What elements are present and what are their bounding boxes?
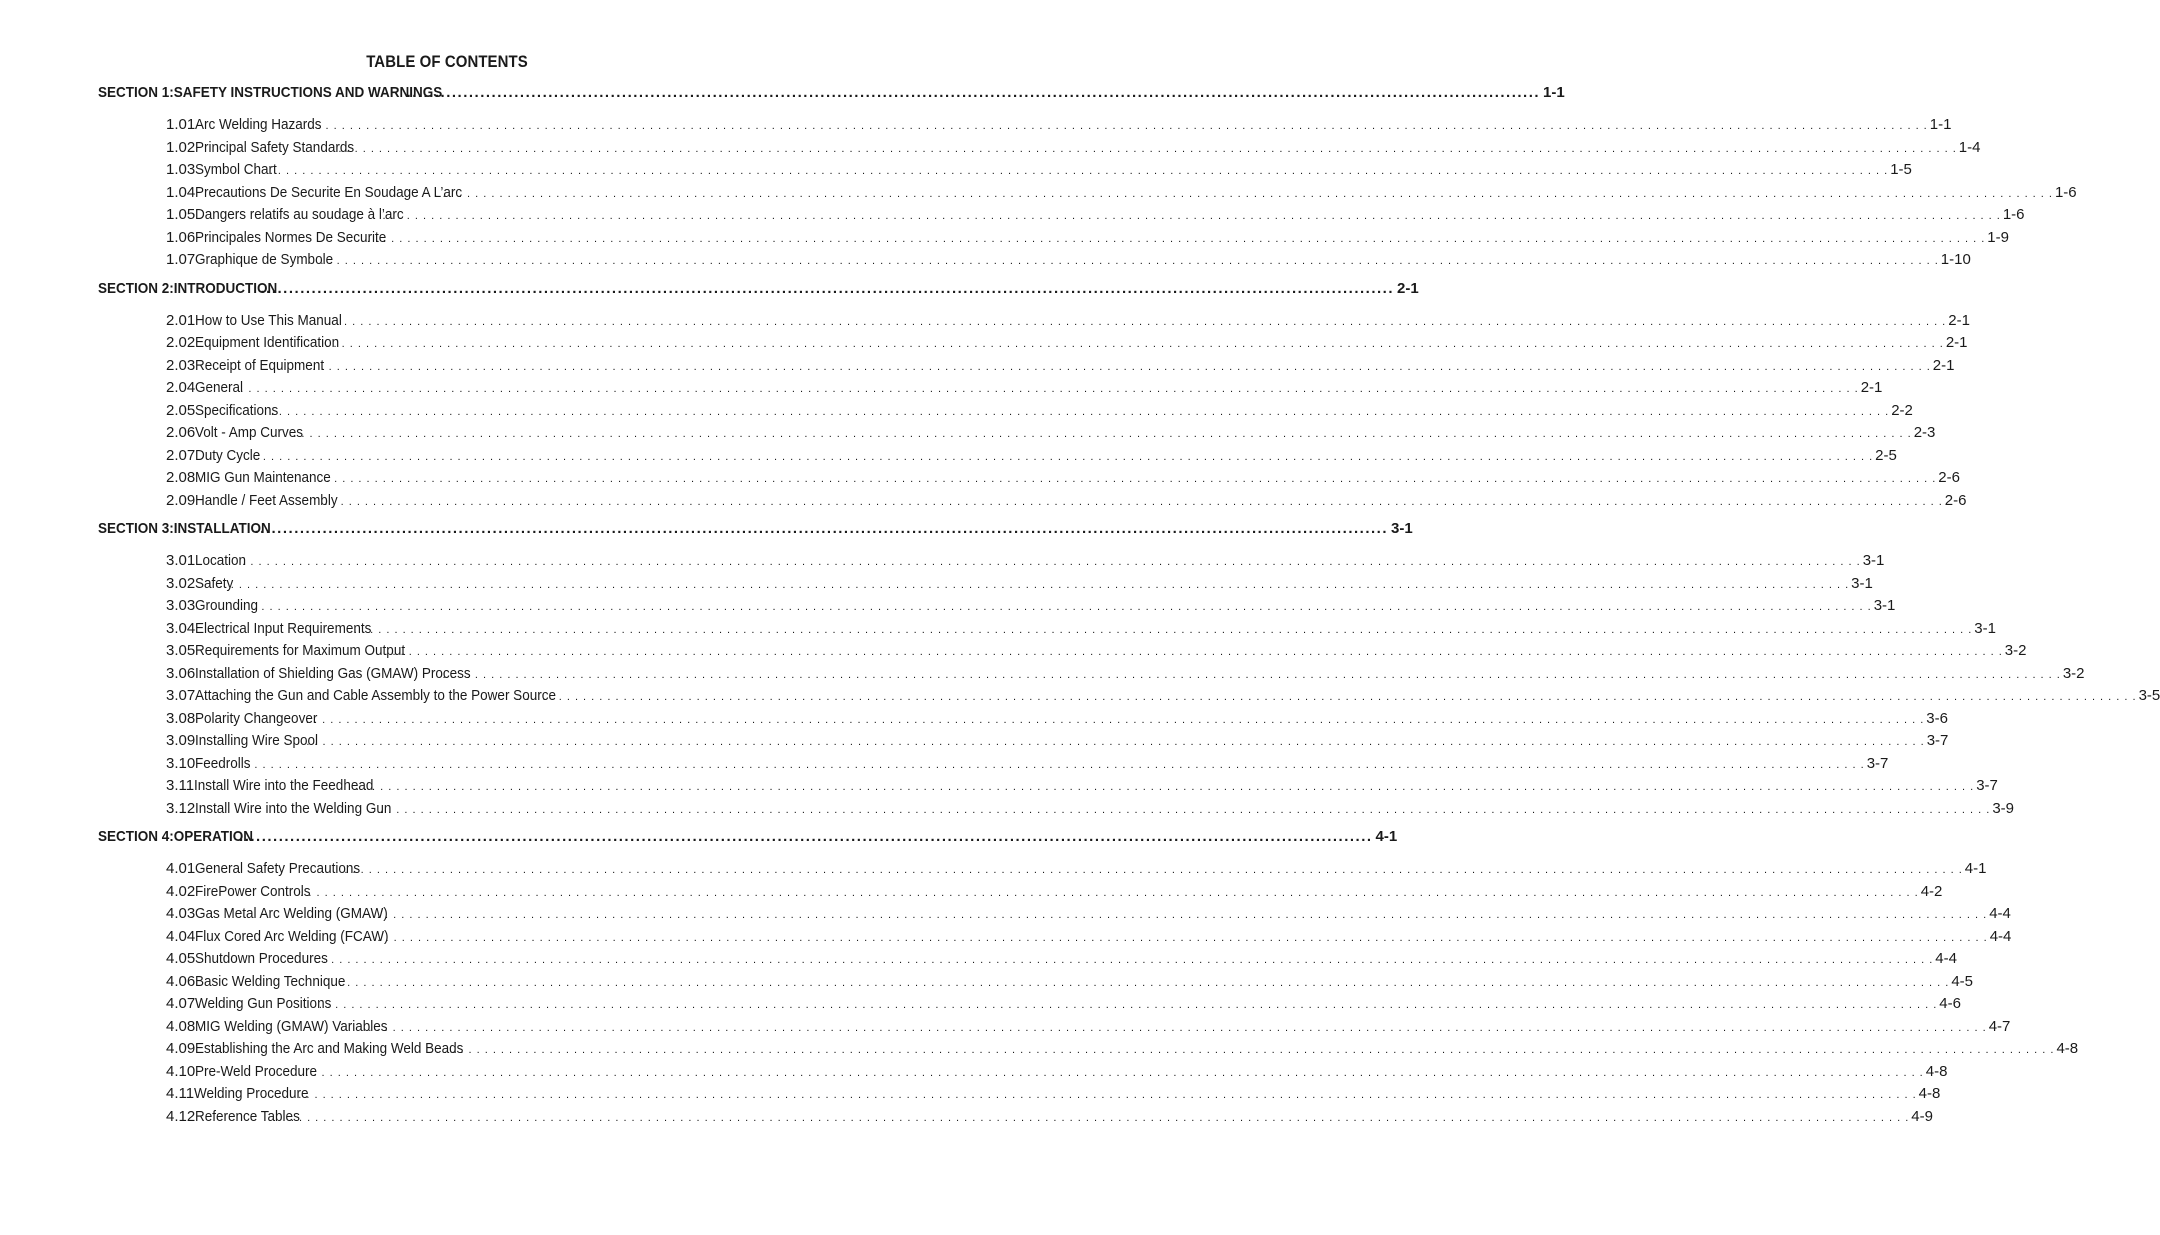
toc-entry[interactable] [98, 754, 1889, 778]
toc-entry[interactable] [98, 687, 2160, 710]
entry-title: Electrical Input Requirements [195, 619, 372, 637]
toc-entry[interactable] [98, 664, 2085, 688]
toc-section [98, 279, 1970, 515]
dot-leader: . . . . . . . . . . . . . . . . . . . . . . . . . . . . . . . . . . . . . . . . . . . . . . . . . . . . . . . . . . . . . . . . . . . . . . . . . . . . . . . . . . . . . . . . . . . . . . . . . . . . . . . . . . . . . . . . . . . . . . . . . . . . . . . . . . . . . . . . . . . . . . . . . . . . . . . . . . . . . . . . . . . . . . . . . . . . . . . . . . . . . . . . . . . . . . . . . . . . . . . . [442, 668, 2061, 681]
entry-number: 1.07 [166, 251, 196, 268]
entry-number: 2.09 [166, 491, 196, 509]
entry-title: Flux Cored Arc Welding (FCAW) [195, 927, 389, 945]
dot-leader: ........................................................................................................................................................................................................ [406, 84, 1541, 101]
dot-leader: . . . . . . . . . . . . . . . . . . . . . . . . . . . . . . . . . . . . . . . . . . . . . . . . . . . . . . . . . . . . . . . . . . . . . . . . . . . . . . . . . . . . . . . . . . . . . . . . . . . . . . . . . . . . . . . . . . . . . . . . . . . . . . . . . . . . . . . . . . . . . . . . . . . . . . . . . . . . . . . . . . . . . . . . . . . . . . . . . . . . . . . . . . . . . . . . . . . . . . . . [306, 736, 1925, 748]
dot-leader: . . . . . . . . . . . . . . . . . . . . . . . . . . . . . . . . . . . . . . . . . . . . . . . . . . . . . . . . . . . . . . . . . . . . . . . . . . . . . . . . . . . . . . . . . . . . . . . . . . . . . . . . . . . . . . . . . . . . . . . . . . . . . . . . . . . . . . . . . . . . . . . . . . . . . . . . . . . . . . . . . . . . . . . . . . . . . . . . . . . . . . . . . . . . . . . . . . . . . . . . [300, 886, 1919, 899]
entry-page-number: 2-1 [1945, 334, 1968, 351]
entry-page-number: 3-5 [2138, 687, 2160, 704]
dot-leader: . . . . . . . . . . . . . . . . . . . . . . . . . . . . . . . . . . . . . . . . . . . . . . . . . . . . . . . . . . . . . . . . . . . . . . . . . . . . . . . . . . . . . . . . . . . . . . . . . . . . . . . . . . . . . . . . . . . . . . . . . . . . . . . . . . . . . . . . . . . . . . . . . . . . . . . . . . . . . . . . . . . . . . . . . . . . . . . . . . . . . . . . . . . . . . . . . . . . . . . . [305, 1066, 1924, 1079]
entry-number: 4.07 [166, 995, 196, 1012]
entry-title: Requirements for Maximum Output [195, 642, 406, 659]
dot-leader: . . . . . . . . . . . . . . . . . . . . . . . . . . . . . . . . . . . . . . . . . . . . . . . . . . . . . . . . . . . . . . . . . . . . . . . . . . . . . . . . . . . . . . . . . . . . . . . . . . . . . . . . . . . . . . . . . . . . . . . . . . . . . . . . . . . . . . . . . . . . . . . . . . . . . . . . . . . . . . . . . . . . . . . . . . . . . . . . . . . . . . . . . . . . . . . . . . . . . . . . [317, 473, 1937, 485]
toc-entry[interactable] [98, 228, 2009, 252]
entry-title: Welding Gun Positions [195, 995, 332, 1012]
entry-title: General Safety Precautions [195, 860, 361, 877]
toc-entry[interactable] [98, 1085, 1941, 1108]
toc-entry[interactable] [98, 732, 1949, 755]
entry-page-number: 4-4 [1935, 950, 1957, 967]
entry-number: 4.11 [166, 1085, 195, 1102]
entry-title: Equipment Identification [195, 334, 340, 351]
toc-entry[interactable] [98, 574, 1873, 598]
entry-title: Graphique de Symbole [195, 251, 334, 268]
dot-leader: . . . . . . . . . . . . . . . . . . . . . . . . . . . . . . . . . . . . . . . . . . . . . . . . . . . . . . . . . . . . . . . . . . . . . . . . . . . . . . . . . . . . . . . . . . . . . . . . . . . . . . . . . . . . . . . . . . . . . . . . . . . . . . . . . . . . . . . . . . . . . . . . . . . . . . . . . . . . . . . . . . . . . . . . . . . . . . . . . . . . . . . . . . . . . . . . . . . . . . . . [327, 315, 1947, 328]
toc-entry[interactable] [98, 424, 1936, 447]
dot-leader: . . . . . . . . . . . . . . . . . . . . . . . . . . . . . . . . . . . . . . . . . . . . . . . . . . . . . . . . . . . . . . . . . . . . . . . . . . . . . . . . . . . . . . . . . . . . . . . . . . . . . . . . . . . . . . . . . . . . . . . . . . . . . . . . . . . . . . . . . . . . . . . . . . . . . . . . . . . . . . . . . . . . . . . . . . . . . . . . . . . . . . . . . . . . . . . . . . . . . . . . [293, 428, 1912, 440]
toc-entry[interactable] [98, 116, 1952, 139]
entry-number: 2.01 [166, 311, 196, 329]
toc-entry[interactable] [98, 552, 1885, 575]
dot-leader: . . . . . . . . . . . . . . . . . . . . . . . . . . . . . . . . . . . . . . . . . . . . . . . . . . . . . . . . . . . . . . . . . . . . . . . . . . . . . . . . . . . . . . . . . . . . . . . . . . . . . . . . . . . . . . . . . . . . . . . . . . . . . . . . . . . . . . . . . . . . . . . . . . . . . . . . . . . . . . . . . . . . . . . . . . . . . . . . . . . . . . . . . . . . . . . . . . . . . . . . [254, 450, 1874, 463]
entry-title: Grounding [195, 597, 259, 614]
toc-entry[interactable] [98, 161, 1912, 184]
entry-title: Dangers relatifs au soudage à l’arc [195, 206, 404, 223]
toc-entry[interactable] [98, 401, 1913, 425]
dot-leader: . . . . . . . . . . . . . . . . . . . . . . . . . . . . . . . . . . . . . . . . . . . . . . . . . . . . . . . . . . . . . . . . . . . . . . . . . . . . . . . . . . . . . . . . . . . . . . . . . . . . . . . . . . . . . . . . . . . . . . . . . . . . . . . . . . . . . . . . . . . . . . . . . . . . . . . . . . . . . . . . . . . . . . . . . . . . . . . . . . . . . . . . . . . . . . . . . . . . . . . . [338, 142, 1957, 155]
entry-number: 4.03 [166, 905, 196, 922]
entry-page-number: 3-9 [1992, 799, 2014, 817]
entry-number: 3.07 [166, 687, 196, 704]
entry-page-number: 4-4 [1989, 905, 2011, 922]
toc-entry[interactable] [98, 597, 1896, 620]
toc-entry[interactable] [98, 446, 1897, 470]
entry-number: 3.12 [166, 799, 196, 817]
entry-title: Receipt of Equipment [195, 356, 325, 374]
entry-number: 2.02 [166, 334, 196, 351]
entry-title: Volt - Amp Curves [195, 424, 304, 441]
entry-title: Precautions De Securite En Soudage A L’arc [195, 183, 463, 201]
entry-page-number: 2-6 [1944, 491, 1967, 509]
entry-number: 3.01 [166, 552, 196, 569]
toc-entry[interactable] [98, 379, 1883, 402]
entry-title: Principales Normes De Securite [195, 228, 387, 246]
section-entries [98, 311, 1970, 515]
section-heading[interactable] [98, 84, 1565, 108]
toc-entry[interactable] [98, 882, 1943, 906]
section-page-number: 3-1 [1391, 520, 1413, 537]
entry-number: 3.05 [166, 642, 196, 659]
toc-entry[interactable] [98, 860, 1987, 883]
entry-page-number: 2-1 [1932, 356, 1955, 374]
entry-page-number: 2-6 [1938, 469, 1960, 486]
section-page-number: 1-1 [1543, 84, 1565, 101]
entry-number: 4.10 [166, 1062, 196, 1080]
entry-number: 3.03 [166, 597, 196, 614]
entry-page-number: 4-2 [1920, 882, 1943, 900]
toc-entry[interactable] [98, 950, 1957, 973]
entry-number: 3.11 [166, 777, 195, 794]
entry-page-number: 4-8 [2056, 1040, 2079, 1057]
dot-leader: . . . . . . . . . . . . . . . . . . . . . . . . . . . . . . . . . . . . . . . . . . . . . . . . . . . . . . . . . . . . . . . . . . . . . . . . . . . . . . . . . . . . . . . . . . . . . . . . . . . . . . . . . . . . . . . . . . . . . . . . . . . . . . . . . . . . . . . . . . . . . . . . . . . . . . . . . . . . . . . . . . . . . . . . . . . . . . . . . . . . . . . . . . . . . . . . . . . . . . . . [246, 758, 1865, 771]
entry-page-number: 4-9 [1911, 1107, 1933, 1125]
entry-title: Symbol Chart [195, 161, 277, 178]
entry-number: 2.05 [166, 401, 196, 419]
section-title: SECTION 3:INSTALLATION [98, 520, 271, 537]
entry-page-number: 3-1 [1851, 574, 1873, 592]
dot-leader: . . . . . . . . . . . . . . . . . . . . . . . . . . . . . . . . . . . . . . . . . . . . . . . . . . . . . . . . . . . . . . . . . . . . . . . . . . . . . . . . . . . . . . . . . . . . . . . . . . . . . . . . . . . . . . . . . . . . . . . . . . . . . . . . . . . . . . . . . . . . . . . . . . . . . . . . . . . . . . . . . . . . . . . . . . . . . . . . . . . . . . . . . . . . . . . . . . . . . . . . [434, 187, 2053, 200]
entry-page-number: 1-1 [1929, 116, 1952, 133]
dot-leader: . . . . . . . . . . . . . . . . . . . . . . . . . . . . . . . . . . . . . . . . . . . . . . . . . . . . . . . . . . . . . . . . . . . . . . . . . . . . . . . . . . . . . . . . . . . . . . . . . . . . . . . . . . . . . . . . . . . . . . . . . . . . . . . . . . . . . . . . . . . . . . . . . . . . . . . . . . . . . . . . . . . . . . . . . . . . . . . . . . . . . . . . . . . . . . . . . . . . . . . . [314, 954, 1934, 966]
entry-title: Install Wire into the Welding Gun [195, 799, 392, 817]
entry-page-number: 1-10 [1940, 251, 1971, 268]
entry-title: Duty Cycle [195, 446, 261, 464]
toc-entry[interactable] [98, 619, 1996, 643]
toc-entry[interactable] [98, 709, 1948, 733]
toc-section [98, 84, 2077, 274]
dot-leader: . . . . . . . . . . . . . . . . . . . . . . . . . . . . . . . . . . . . . . . . . . . . . . . . . . . . . . . . . . . . . . . . . . . . . . . . . . . . . . . . . . . . . . . . . . . . . . . . . . . . . . . . . . . . . . . . . . . . . . . . . . . . . . . . . . . . . . . . . . . . . . . . . . . . . . . . . . . . . . . . . . . . . . . . . . . . . . . . . . . . . . . . . . . . . . . . . . . . . . . . [353, 623, 1973, 636]
entry-title: Principal Safety Standards [195, 138, 355, 156]
entry-number: 3.09 [166, 732, 196, 749]
entry-number: 4.08 [166, 1017, 196, 1035]
entry-title: MIG Gun Maintenance [195, 469, 332, 486]
toc-entry[interactable] [98, 777, 1998, 800]
entry-number: 4.05 [166, 950, 196, 967]
entry-page-number: 4-8 [1925, 1062, 1948, 1080]
entry-title: Establishing the Arc and Making Weld Beads [195, 1040, 464, 1057]
entry-number: 1.04 [166, 183, 196, 201]
entry-page-number: 2-1 [1860, 379, 1883, 396]
entry-title: Reference Tables [195, 1107, 301, 1125]
dot-leader: . . . . . . . . . . . . . . . . . . . . . . . . . . . . . . . . . . . . . . . . . . . . . . . . . . . . . . . . . . . . . . . . . . . . . . . . . . . . . . . . . . . . . . . . . . . . . . . . . . . . . . . . . . . . . . . . . . . . . . . . . . . . . . . . . . . . . . . . . . . . . . . . . . . . . . . . . . . . . . . . . . . . . . . . . . . . . . . . . . . . . . . . . . . . . . . . . . . . . . . . [320, 255, 1939, 267]
toc-entry[interactable] [98, 183, 2077, 207]
entry-title: FirePower Controls [195, 882, 311, 900]
entry-title: MIG Welding (GMAW) Variables [195, 1017, 388, 1035]
dot-leader: . . . . . . . . . . . . . . . . . . . . . . . . . . . . . . . . . . . . . . . . . . . . . . . . . . . . . . . . . . . . . . . . . . . . . . . . . . . . . . . . . . . . . . . . . . . . . . . . . . . . . . . . . . . . . . . . . . . . . . . . . . . . . . . . . . . . . . . . . . . . . . . . . . . . . . . . . . . . . . . . . . . . . . . . . . . . . . . . . . . . . . . . . . . . . . . . . . . . . . . . [270, 405, 1890, 418]
entry-page-number: 1-5 [1890, 161, 1912, 178]
entry-page-number: 3-2 [2062, 664, 2085, 682]
toc-entry[interactable] [98, 1040, 2079, 1063]
toc-section [98, 828, 2079, 1130]
entry-title: Handle / Feet Assembly [195, 491, 338, 509]
entry-number: 2.03 [166, 356, 196, 374]
entry-title: Gas Metal Arc Welding (GMAW) [195, 905, 388, 922]
dot-leader: . . . . . . . . . . . . . . . . . . . . . . . . . . . . . . . . . . . . . . . . . . . . . . . . . . . . . . . . . . . . . . . . . . . . . . . . . . . . . . . . . . . . . . . . . . . . . . . . . . . . . . . . . . . . . . . . . . . . . . . . . . . . . . . . . . . . . . . . . . . . . . . . . . . . . . . . . . . . . . . . . . . . . . . . . . . . . . . . . . . . . . . . . . . . . . . . . . . . . . . . [382, 210, 2001, 222]
toc-section [98, 520, 2160, 822]
toc-title: TABLE OF CONTENTS [366, 52, 528, 71]
entry-page-number: 3-6 [1926, 709, 1948, 727]
entry-number: 3.08 [166, 709, 196, 727]
dot-leader: . . . . . . . . . . . . . . . . . . . . . . . . . . . . . . . . . . . . . . . . . . . . . . . . . . . . . . . . . . . . . . . . . . . . . . . . . . . . . . . . . . . . . . . . . . . . . . . . . . . . . . . . . . . . . . . . . . . . . . . . . . . . . . . . . . . . . . . . . . . . . . . . . . . . . . . . . . . . . . . . . . . . . . . . . . . . . . . . . . . . . . . . . . . . . . . . . . . . . . . . [344, 864, 1963, 876]
dot-leader: . . . . . . . . . . . . . . . . . . . . . . . . . . . . . . . . . . . . . . . . . . . . . . . . . . . . . . . . . . . . . . . . . . . . . . . . . . . . . . . . . . . . . . . . . . . . . . . . . . . . . . . . . . . . . . . . . . . . . . . . . . . . . . . . . . . . . . . . . . . . . . . . . . . . . . . . . . . . . . . . . . . . . . . . . . . . . . . . . . . . . . . . . . . . . . . . . . . . . . . . [318, 999, 1938, 1011]
toc-entry[interactable] [98, 799, 2014, 823]
toc-entry[interactable] [98, 334, 1968, 357]
entry-page-number: 1-6 [2054, 183, 2077, 201]
toc-entry[interactable] [98, 311, 1970, 335]
section-entries [98, 860, 2079, 1130]
dot-leader: . . . . . . . . . . . . . . . . . . . . . . . . . . . . . . . . . . . . . . . . . . . . . . . . . . . . . . . . . . . . . . . . . . . . . . . . . . . . . . . . . . . . . . . . . . . . . . . . . . . . . . . . . . . . . . . . . . . . . . . . . . . . . . . . . . . . . . . . . . . . . . . . . . . . . . . . . . . . . . . . . . . . . . . . . . . . . . . . . . . . . . . . . . . . . . . . . . . . . . . . [269, 165, 1889, 177]
entry-title: Arc Welding Hazards [195, 116, 322, 133]
dot-leader: . . . . . . . . . . . . . . . . . . . . . . . . . . . . . . . . . . . . . . . . . . . . . . . . . . . . . . . . . . . . . . . . . . . . . . . . . . . . . . . . . . . . . . . . . . . . . . . . . . . . . . . . . . . . . . . . . . . . . . . . . . . . . . . . . . . . . . . . . . . . . . . . . . . . . . . . . . . . . . . . . . . . . . . . . . . . . . . . . . . . . . . . . . . . . . . . . . . . . . . . [290, 1111, 1910, 1124]
entry-page-number: 3-1 [1974, 619, 1996, 637]
entry-number: 3.02 [166, 574, 196, 592]
entry-title: Basic Welding Technique [195, 972, 346, 990]
dot-leader: . . . . . . . . . . . . . . . . . . . . . . . . . . . . . . . . . . . . . . . . . . . . . . . . . . . . . . . . . . . . . . . . . . . . . . . . . . . . . . . . . . . . . . . . . . . . . . . . . . . . . . . . . . . . . . . . . . . . . . . . . . . . . . . . . . . . . . . . . . . . . . . . . . . . . . . . . . . . . . . . . . . . . . . . . . . . . . . . . . . . . . . . . . . . . . . . . . . . . . . . [230, 578, 1850, 591]
toc-entry[interactable] [98, 642, 2027, 665]
entry-title: Attaching the Gun and Cable Assembly to the Power Source [195, 687, 557, 704]
entry-page-number: 2-3 [1913, 424, 1936, 441]
toc-entry[interactable] [98, 1107, 1933, 1131]
section-heading[interactable] [98, 279, 1419, 304]
dot-leader: . . . . . . . . . . . . . . . . . . . . . . . . . . . . . . . . . . . . . . . . . . . . . . . . . . . . . . . . . . . . . . . . . . . . . . . . . . . . . . . . . . . . . . . . . . . . . . . . . . . . . . . . . . . . . . . . . . . . . . . . . . . . . . . . . . . . . . . . . . . . . . . . . . . . . . . . . . . . . . . . . . . . . . . . . . . . . . . . . . . . . . . . . . . . . . . . . . . . . . . . [518, 691, 2137, 703]
toc-entry[interactable] [98, 206, 2025, 229]
section-entries [98, 116, 2077, 274]
entry-number: 1.01 [166, 116, 196, 133]
section-page-number: 2-1 [1397, 279, 1419, 297]
dot-leader: . . . . . . . . . . . . . . . . . . . . . . . . . . . . . . . . . . . . . . . . . . . . . . . . . . . . . . . . . . . . . . . . . . . . . . . . . . . . . . . . . . . . . . . . . . . . . . . . . . . . . . . . . . . . . . . . . . . . . . . . . . . . . . . . . . . . . . . . . . . . . . . . . . . . . . . . . . . . . . . . . . . . . . . . . . . . . . . . . . . . . . . . . . . . . . . . . . . . . . . . [298, 1089, 1917, 1101]
dot-leader: . . . . . . . . . . . . . . . . . . . . . . . . . . . . . . . . . . . . . . . . . . . . . . . . . . . . . . . . . . . . . . . . . . . . . . . . . . . . . . . . . . . . . . . . . . . . . . . . . . . . . . . . . . . . . . . . . . . . . . . . . . . . . . . . . . . . . . . . . . . . . . . . . . . . . . . . . . . . . . . . . . . . . . . . . . . . . . . . . . . . . . . . . . . . . . . . . . . . . . . . [355, 781, 1975, 793]
entry-number: 1.06 [166, 228, 196, 246]
entry-number: 2.06 [166, 424, 196, 441]
entry-page-number: 1-9 [1987, 228, 2009, 246]
section-title: SECTION 2:INTRODUCTION [98, 279, 278, 297]
entry-page-number: 2-2 [1891, 401, 1913, 419]
entry-title: Safety [195, 574, 234, 592]
toc-entry[interactable] [98, 905, 2011, 928]
table-of-contents [98, 84, 2160, 1136]
entry-number: 3.04 [166, 619, 196, 637]
entry-page-number: 3-1 [1862, 552, 1885, 569]
entry-number: 2.07 [166, 446, 196, 464]
dot-leader: . . . . . . . . . . . . . . . . . . . . . . . . . . . . . . . . . . . . . . . . . . . . . . . . . . . . . . . . . . . . . . . . . . . . . . . . . . . . . . . . . . . . . . . . . . . . . . . . . . . . . . . . . . . . . . . . . . . . . . . . . . . . . . . . . . . . . . . . . . . . . . . . . . . . . . . . . . . . . . . . . . . . . . . . . . . . . . . . . . . . . . . . . . . . . . . . . . . . . . . . [371, 803, 1991, 816]
entry-number: 4.09 [166, 1040, 196, 1057]
dot-leader: ........................................................................................................................................................................................................ [254, 520, 1389, 537]
dot-leader: . . . . . . . . . . . . . . . . . . . . . . . . . . . . . . . . . . . . . . . . . . . . . . . . . . . . . . . . . . . . . . . . . . . . . . . . . . . . . . . . . . . . . . . . . . . . . . . . . . . . . . . . . . . . . . . . . . . . . . . . . . . . . . . . . . . . . . . . . . . . . . . . . . . . . . . . . . . . . . . . . . . . . . . . . . . . . . . . . . . . . . . . . . . . . . . . . . . . . . . . [324, 495, 1943, 508]
entry-page-number: 2-5 [1875, 446, 1897, 464]
entry-title: Pre-Weld Procedure [195, 1062, 318, 1080]
entry-number: 3.10 [166, 754, 196, 772]
dot-leader: . . . . . . . . . . . . . . . . . . . . . . . . . . . . . . . . . . . . . . . . . . . . . . . . . . . . . . . . . . . . . . . . . . . . . . . . . . . . . . . . . . . . . . . . . . . . . . . . . . . . . . . . . . . . . . . . . . . . . . . . . . . . . . . . . . . . . . . . . . . . . . . . . . . . . . . . . . . . . . . . . . . . . . . . . . . . . . . . . . . . . . . . . . . . . . . . . . . . . . . . [253, 601, 1872, 613]
entry-title: Shutdown Procedures [195, 950, 329, 967]
entry-number: 4.06 [166, 972, 196, 990]
entry-number: 4.01 [166, 860, 196, 877]
toc-entry[interactable] [98, 251, 1971, 274]
toc-entry[interactable] [98, 469, 1960, 492]
entry-title: Installing Wire Spool [195, 732, 319, 749]
entry-number: 4.12 [166, 1107, 196, 1125]
dot-leader: . . . . . . . . . . . . . . . . . . . . . . . . . . . . . . . . . . . . . . . . . . . . . . . . . . . . . . . . . . . . . . . . . . . . . . . . . . . . . . . . . . . . . . . . . . . . . . . . . . . . . . . . . . . . . . . . . . . . . . . . . . . . . . . . . . . . . . . . . . . . . . . . . . . . . . . . . . . . . . . . . . . . . . . . . . . . . . . . . . . . . . . . . . . . . . . . . . . . . . . . [368, 909, 1988, 921]
entry-page-number: 4-1 [1964, 860, 1987, 877]
dot-leader: . . . . . . . . . . . . . . . . . . . . . . . . . . . . . . . . . . . . . . . . . . . . . . . . . . . . . . . . . . . . . . . . . . . . . . . . . . . . . . . . . . . . . . . . . . . . . . . . . . . . . . . . . . . . . . . . . . . . . . . . . . . . . . . . . . . . . . . . . . . . . . . . . . . . . . . . . . . . . . . . . . . . . . . . . . . . . . . . . . . . . . . . . . . . . . . . . . . . . . . . [436, 1044, 2055, 1056]
dot-leader: . . . . . . . . . . . . . . . . . . . . . . . . . . . . . . . . . . . . . . . . . . . . . . . . . . . . . . . . . . . . . . . . . . . . . . . . . . . . . . . . . . . . . . . . . . . . . . . . . . . . . . . . . . . . . . . . . . . . . . . . . . . . . . . . . . . . . . . . . . . . . . . . . . . . . . . . . . . . . . . . . . . . . . . . . . . . . . . . . . . . . . . . . . . . . . . . . . . . . . . . [312, 360, 1931, 373]
toc-entry[interactable] [98, 927, 2012, 951]
entry-page-number: 4-5 [1951, 972, 1973, 990]
dot-leader: ........................................................................................................................................................................................................ [260, 279, 1395, 297]
toc-entry[interactable] [98, 356, 1955, 380]
entry-page-number: 3-7 [1976, 777, 1998, 794]
entry-number: 1.05 [166, 206, 196, 223]
entry-number: 4.04 [166, 927, 196, 945]
dot-leader: . . . . . . . . . . . . . . . . . . . . . . . . . . . . . . . . . . . . . . . . . . . . . . . . . . . . . . . . . . . . . . . . . . . . . . . . . . . . . . . . . . . . . . . . . . . . . . . . . . . . . . . . . . . . . . . . . . . . . . . . . . . . . . . . . . . . . . . . . . . . . . . . . . . . . . . . . . . . . . . . . . . . . . . . . . . . . . . . . . . . . . . . . . . . . . . . . . . . . . . . [368, 1021, 1987, 1034]
entry-title: Install Wire into the Feedhead [194, 777, 374, 794]
dot-leader: . . . . . . . . . . . . . . . . . . . . . . . . . . . . . . . . . . . . . . . . . . . . . . . . . . . . . . . . . . . . . . . . . . . . . . . . . . . . . . . . . . . . . . . . . . . . . . . . . . . . . . . . . . . . . . . . . . . . . . . . . . . . . . . . . . . . . . . . . . . . . . . . . . . . . . . . . . . . . . . . . . . . . . . . . . . . . . . . . . . . . . . . . . . . . . . . . . . . . . . . [305, 713, 1925, 726]
entry-title: Specifications [195, 401, 279, 419]
entry-title: Installation of Shielding Gas (GMAW) Process [195, 664, 471, 682]
entry-page-number: 3-7 [1926, 732, 1949, 749]
entry-title: Polarity Changeover [195, 709, 318, 727]
entry-page-number: 4-8 [1918, 1085, 1941, 1102]
entry-title: Welding Procedure [194, 1085, 309, 1102]
dot-leader: . . . . . . . . . . . . . . . . . . . . . . . . . . . . . . . . . . . . . . . . . . . . . . . . . . . . . . . . . . . . . . . . . . . . . . . . . . . . . . . . . . . . . . . . . . . . . . . . . . . . . . . . . . . . . . . . . . . . . . . . . . . . . . . . . . . . . . . . . . . . . . . . . . . . . . . . . . . . . . . . . . . . . . . . . . . . . . . . . . . . . . . . . . . . . . . . . . . . . . . . [309, 120, 1928, 132]
dot-leader: . . . . . . . . . . . . . . . . . . . . . . . . . . . . . . . . . . . . . . . . . . . . . . . . . . . . . . . . . . . . . . . . . . . . . . . . . . . . . . . . . . . . . . . . . . . . . . . . . . . . . . . . . . . . . . . . . . . . . . . . . . . . . . . . . . . . . . . . . . . . . . . . . . . . . . . . . . . . . . . . . . . . . . . . . . . . . . . . . . . . . . . . . . . . . . . . . . . . . . . . [369, 931, 1988, 944]
entry-number: 4.02 [166, 882, 196, 900]
entry-page-number: 1-4 [1958, 138, 1981, 156]
entry-title: Location [195, 552, 247, 569]
entry-number: 1.03 [166, 161, 196, 178]
entry-page-number: 3-1 [1873, 597, 1896, 614]
entry-title: How to Use This Manual [195, 311, 343, 329]
toc-entry[interactable] [98, 995, 1961, 1018]
toc-entry[interactable] [98, 972, 1973, 996]
entry-page-number: 3-2 [2004, 642, 2027, 659]
entry-number: 2.04 [166, 379, 196, 396]
section-heading[interactable] [98, 828, 1398, 852]
dot-leader: . . . . . . . . . . . . . . . . . . . . . . . . . . . . . . . . . . . . . . . . . . . . . . . . . . . . . . . . . . . . . . . . . . . . . . . . . . . . . . . . . . . . . . . . . . . . . . . . . . . . . . . . . . . . . . . . . . . . . . . . . . . . . . . . . . . . . . . . . . . . . . . . . . . . . . . . . . . . . . . . . . . . . . . . . . . . . . . . . . . . . . . . . . . . . . . . . . . . . . . . [242, 556, 1861, 568]
toc-entry[interactable] [98, 491, 1967, 515]
dot-leader: . . . . . . . . . . . . . . . . . . . . . . . . . . . . . . . . . . . . . . . . . . . . . . . . . . . . . . . . . . . . . . . . . . . . . . . . . . . . . . . . . . . . . . . . . . . . . . . . . . . . . . . . . . . . . . . . . . . . . . . . . . . . . . . . . . . . . . . . . . . . . . . . . . . . . . . . . . . . . . . . . . . . . . . . . . . . . . . . . . . . . . . . . . . . . . . . . . . . . . . . [330, 976, 1950, 989]
entry-page-number: 2-1 [1948, 311, 1970, 329]
entry-number: 2.08 [166, 469, 196, 486]
entry-page-number: 4-7 [1988, 1017, 2011, 1035]
entry-page-number: 4-4 [1989, 927, 2012, 945]
section-page-number: 4-1 [1375, 828, 1398, 845]
entry-page-number: 4-6 [1939, 995, 1961, 1012]
dot-leader: ........................................................................................................................................................................................................ [239, 828, 1373, 845]
section-heading[interactable] [98, 520, 1413, 544]
entry-number: 3.06 [166, 664, 196, 682]
section-entries [98, 552, 2160, 822]
toc-entry[interactable] [98, 138, 1981, 162]
toc-entry[interactable] [98, 1062, 1948, 1086]
section-title: SECTION 1:SAFETY INSTRUCTIONS AND WARNINGS [98, 84, 443, 101]
section-title: SECTION 4:OPERATION [98, 828, 254, 845]
dot-leader: . . . . . . . . . . . . . . . . . . . . . . . . . . . . . . . . . . . . . . . . . . . . . . . . . . . . . . . . . . . . . . . . . . . . . . . . . . . . . . . . . . . . . . . . . . . . . . . . . . . . . . . . . . . . . . . . . . . . . . . . . . . . . . . . . . . . . . . . . . . . . . . . . . . . . . . . . . . . . . . . . . . . . . . . . . . . . . . . . . . . . . . . . . . . . . . . . . . . . . . . [325, 338, 1944, 350]
dot-leader: . . . . . . . . . . . . . . . . . . . . . . . . . . . . . . . . . . . . . . . . . . . . . . . . . . . . . . . . . . . . . . . . . . . . . . . . . . . . . . . . . . . . . . . . . . . . . . . . . . . . . . . . . . . . . . . . . . . . . . . . . . . . . . . . . . . . . . . . . . . . . . . . . . . . . . . . . . . . . . . . . . . . . . . . . . . . . . . . . . . . . . . . . . . . . . . . . . . . . . . . [240, 383, 1859, 395]
dot-leader: . . . . . . . . . . . . . . . . . . . . . . . . . . . . . . . . . . . . . . . . . . . . . . . . . . . . . . . . . . . . . . . . . . . . . . . . . . . . . . . . . . . . . . . . . . . . . . . . . . . . . . . . . . . . . . . . . . . . . . . . . . . . . . . . . . . . . . . . . . . . . . . . . . . . . . . . . . . . . . . . . . . . . . . . . . . . . . . . . . . . . . . . . . . . . . . . . . . . . . . . [366, 232, 1986, 245]
dot-leader: . . . . . . . . . . . . . . . . . . . . . . . . . . . . . . . . . . . . . . . . . . . . . . . . . . . . . . . . . . . . . . . . . . . . . . . . . . . . . . . . . . . . . . . . . . . . . . . . . . . . . . . . . . . . . . . . . . . . . . . . . . . . . . . . . . . . . . . . . . . . . . . . . . . . . . . . . . . . . . . . . . . . . . . . . . . . . . . . . . . . . . . . . . . . . . . . . . . . . . . . [384, 646, 2003, 658]
entry-title: Feedrolls [195, 754, 251, 772]
entry-title: General [195, 379, 244, 396]
entry-page-number: 3-7 [1866, 754, 1889, 772]
toc-entry[interactable] [98, 1017, 2011, 1041]
entry-page-number: 1-6 [2002, 206, 2025, 223]
entry-number: 1.02 [166, 138, 196, 156]
